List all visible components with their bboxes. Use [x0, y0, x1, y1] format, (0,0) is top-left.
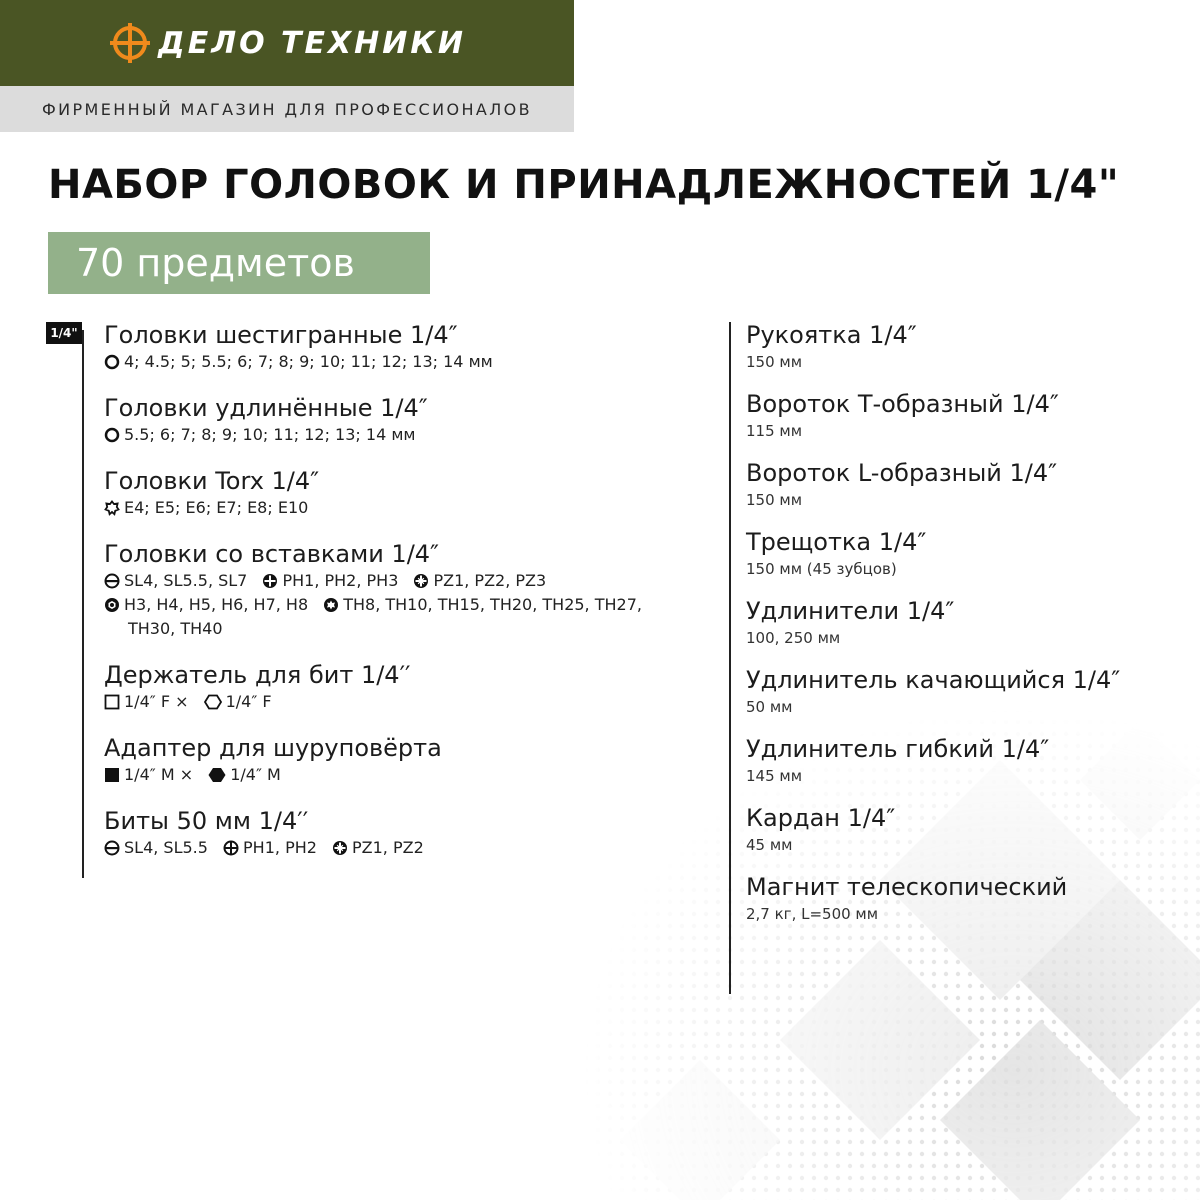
item-spec: E4; E5; E6; E7; E8; E10 — [104, 496, 704, 520]
item-count-badge — [48, 232, 430, 294]
item-title: Удлинитель качающийся 1/4″ — [746, 666, 1121, 694]
torx-socket-icon — [104, 500, 120, 516]
item-title: Адаптер для шуруповёрта — [104, 734, 442, 762]
tagline-bar — [0, 86, 574, 132]
item-spec: 100, 250 мм — [746, 629, 841, 647]
hex-bit-icon — [104, 597, 120, 613]
list-item — [104, 806, 704, 860]
item-title: Удлинитель гибкий 1/4″ — [746, 735, 1050, 763]
item-spec: SL4, SL5.5 PH1, PH2 PZ1, PZ2 — [104, 836, 704, 860]
brand-name: ДЕЛО ТЕХНИКИ — [157, 25, 466, 61]
brand-bar — [0, 0, 574, 86]
list-item — [746, 596, 1186, 650]
item-spec: 150 мм — [746, 353, 803, 371]
list-item — [104, 539, 704, 641]
list-item — [746, 872, 1186, 926]
item-spec: 1/4″ M × 1/4″ M — [104, 763, 704, 787]
item-title: Кардан 1/4″ — [746, 804, 896, 832]
square-drive-solid-icon — [104, 767, 120, 783]
page-title: НАБОР ГОЛОВОК И ПРИНАДЛЕЖНОСТЕЙ 1/4" — [48, 162, 1120, 208]
list-item — [746, 389, 1186, 443]
item-spec: 4; 4.5; 5; 5.5; 6; 7; 8; 9; 10; 11; 12; 13; 14 мм — [104, 350, 704, 374]
list-item — [104, 393, 704, 447]
brand-logo — [108, 21, 466, 65]
hex-drive-solid-icon — [208, 767, 226, 783]
item-spec: SL4, SL5.5, SL7 PH1, PH2, PH3 PZ1, PZ2, PZ3 — [104, 569, 704, 593]
phillips-bit-icon — [223, 840, 239, 856]
item-title: Головки шестигранные 1/4″ — [104, 321, 458, 349]
item-title: Держатель для бит 1/4′′ — [104, 661, 411, 689]
item-title: Головки Torx 1/4″ — [104, 467, 320, 495]
item-title: Удлинители 1/4″ — [746, 597, 955, 625]
list-item — [746, 803, 1186, 857]
list-item — [104, 466, 704, 520]
item-title: Рукоятка 1/4″ — [746, 321, 917, 349]
item-title: Вороток L-образный 1/4″ — [746, 459, 1058, 487]
right-column — [746, 320, 1186, 941]
item-spec: 2,7 кг, L=500 мм — [746, 905, 879, 923]
item-title: Трещотка 1/4″ — [746, 528, 927, 556]
left-column — [104, 320, 704, 879]
tagline: ФИРМЕННЫЙ МАГАЗИН ДЛЯ ПРОФЕССИОНАЛОВ — [41, 99, 533, 119]
pozidriv-bit-icon — [332, 840, 348, 856]
hex-drive-icon — [204, 694, 222, 710]
hex-socket-icon — [104, 427, 120, 443]
item-spec: H3, H4, H5, H6, H7, H8 TH8, TH10, TH15, TH20, TH25, TH27, — [104, 593, 704, 617]
torx-bit-icon — [323, 597, 339, 613]
item-spec: 1/4″ F × 1/4″ F — [104, 690, 704, 714]
list-item — [104, 660, 704, 714]
item-title: Головки удлинённые 1/4″ — [104, 394, 428, 422]
hex-socket-icon — [104, 354, 120, 370]
list-item — [746, 665, 1186, 719]
list-item — [746, 734, 1186, 788]
pozidriv-bit-icon — [413, 573, 429, 589]
item-title: Головки со вставками 1/4″ — [104, 540, 440, 568]
list-item — [104, 733, 704, 787]
item-title: Вороток Т-образный 1/4″ — [746, 390, 1059, 418]
slotted-bit-icon — [104, 840, 120, 856]
item-spec: 45 мм — [746, 836, 793, 854]
item-title: Магнит телескопический — [746, 873, 1068, 901]
phillips-bit-icon — [262, 573, 278, 589]
left-divider — [82, 330, 84, 878]
item-spec: 115 мм — [746, 422, 803, 440]
item-spec: TH30, TH40 — [128, 619, 223, 638]
square-drive-icon — [104, 694, 120, 710]
item-spec: 5.5; 6; 7; 8; 9; 10; 11; 12; 13; 14 мм — [104, 423, 704, 447]
item-spec: 150 мм — [746, 491, 803, 509]
list-item — [104, 320, 704, 374]
item-spec: 50 мм — [746, 698, 793, 716]
item-title: Биты 50 мм 1/4′′ — [104, 807, 309, 835]
item-spec: 150 мм (45 зубцов) — [746, 560, 897, 578]
item-count-label: 70 предметов — [76, 241, 355, 285]
right-divider — [729, 322, 731, 994]
list-item — [746, 527, 1186, 581]
slotted-bit-icon — [104, 573, 120, 589]
item-spec: 145 мм — [746, 767, 803, 785]
size-tag: 1/4" — [46, 322, 82, 344]
list-item — [746, 320, 1186, 374]
list-item — [746, 458, 1186, 512]
crosshair-logo-icon — [108, 21, 152, 65]
